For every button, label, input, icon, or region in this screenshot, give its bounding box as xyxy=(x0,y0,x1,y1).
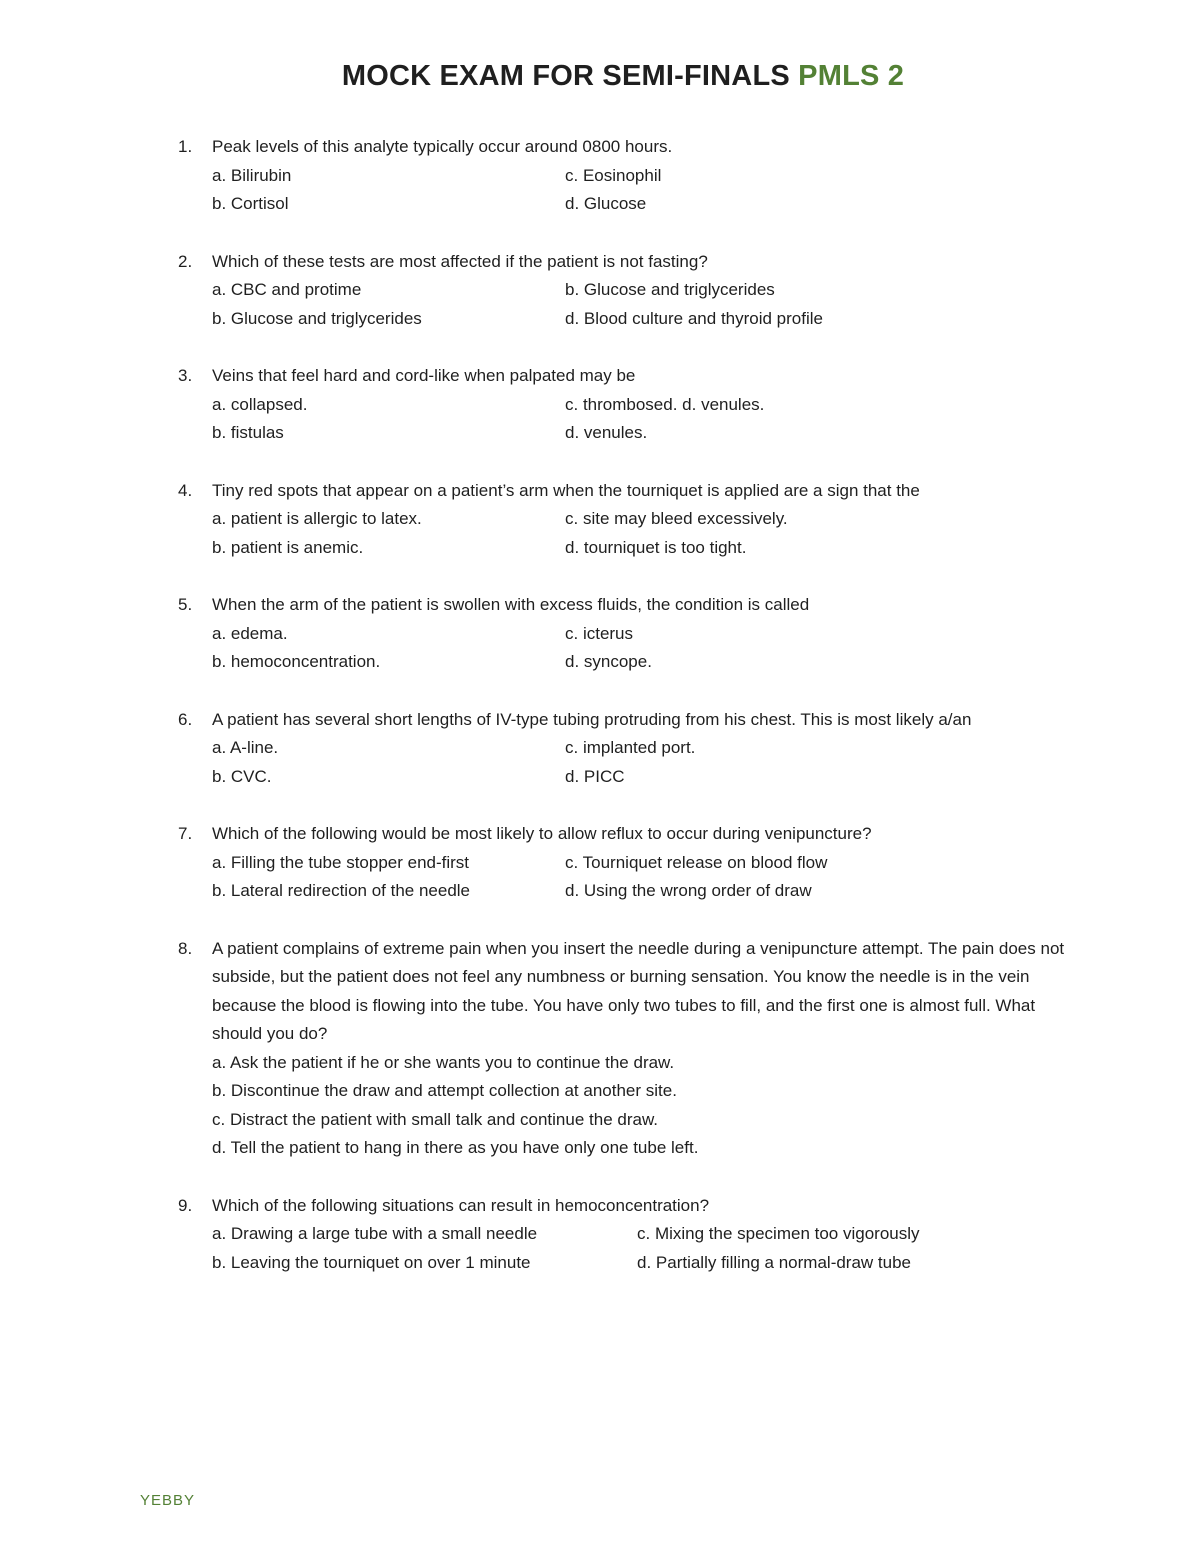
question-row xyxy=(178,706,1068,792)
option-row xyxy=(212,162,1068,191)
question-row xyxy=(178,248,1068,334)
option-right: c. implanted port. xyxy=(565,738,696,757)
option-right: d. Blood culture and thyroid profile xyxy=(565,308,823,328)
question-row xyxy=(178,820,1068,906)
option-left: b. CVC. xyxy=(212,766,272,786)
option-row xyxy=(212,1077,1068,1106)
question-number: 7. xyxy=(178,824,193,843)
option-left: a. Bilirubin xyxy=(212,165,292,185)
option-row xyxy=(212,1134,1068,1163)
option-right: b. Glucose and triglycerides xyxy=(565,280,775,299)
question-row xyxy=(178,935,1068,1163)
option-full: a. Ask the patient if he or she wants you to continue the draw. xyxy=(212,1052,675,1072)
option-right: c. thrombosed. d. venules. xyxy=(565,394,765,414)
question-text: Veins that feel hard and cord-like when palpated may be xyxy=(212,366,636,385)
question-options xyxy=(212,1049,1068,1163)
page-title-main: MOCK EXAM FOR SEMI-FINALS xyxy=(341,60,799,92)
question-body xyxy=(212,820,1068,906)
question-text: When the arm of the patient is swollen with excess fluids, the condition is called xyxy=(212,595,810,614)
question-row xyxy=(178,133,1068,219)
question-body xyxy=(212,477,1068,563)
option-row xyxy=(212,620,1068,649)
option-left: a. edema. xyxy=(212,623,288,643)
question-number: 9. xyxy=(178,1195,193,1215)
question-row xyxy=(178,591,1068,677)
option-row xyxy=(212,648,1068,677)
option-left: b. Lateral redirection of the needle xyxy=(212,881,471,900)
option-full: c. Distract the patient with small talk and continue the draw. xyxy=(212,1109,659,1129)
option-row xyxy=(212,734,1068,763)
question-options xyxy=(212,849,1068,906)
option-right: d. Using the wrong order of draw xyxy=(565,881,812,900)
option-left: a. patient is allergic to latex. xyxy=(212,509,422,528)
question-options xyxy=(212,620,1068,677)
option-row xyxy=(212,1220,1068,1249)
question-options xyxy=(212,391,1068,448)
question-item xyxy=(178,591,1068,677)
question-item xyxy=(178,935,1068,1163)
question-text: Which of these tests are most affected if the patient is not fasting? xyxy=(212,251,708,271)
question-row xyxy=(178,362,1068,448)
option-row xyxy=(212,419,1068,448)
question-number: 6. xyxy=(178,709,193,729)
question-number: 2. xyxy=(178,251,193,271)
question-body xyxy=(212,591,1068,677)
question-body xyxy=(212,362,1068,448)
option-left: a. A-line. xyxy=(212,738,279,757)
option-right: d. Glucose xyxy=(565,194,647,213)
question-number: 1. xyxy=(178,137,193,156)
question-options xyxy=(212,1220,1068,1277)
question-item xyxy=(178,477,1068,563)
option-right: c. icterus xyxy=(565,623,634,643)
page-title xyxy=(178,60,1068,93)
option-row xyxy=(212,305,1068,334)
question-body xyxy=(212,248,1068,334)
option-row xyxy=(212,534,1068,563)
option-row xyxy=(212,505,1068,534)
question-item xyxy=(178,820,1068,906)
question-item xyxy=(178,706,1068,792)
question-options xyxy=(212,505,1068,562)
question-number: 5. xyxy=(178,595,193,614)
option-right: c. Mixing the specimen too vigorously xyxy=(637,1224,920,1243)
question-body xyxy=(212,133,1068,219)
option-left: b. fistulas xyxy=(212,423,284,442)
option-right: c. site may bleed excessively. xyxy=(565,509,788,528)
option-left: a. Filling the tube stopper end-first xyxy=(212,852,470,872)
option-left: b. Glucose and triglycerides xyxy=(212,308,422,328)
option-right: d. PICC xyxy=(565,766,625,786)
option-full: b. Discontinue the draw and attempt collection at another site. xyxy=(212,1081,677,1100)
question-item xyxy=(178,1192,1068,1278)
option-row xyxy=(212,1049,1068,1078)
option-left: b. Leaving the tourniquet on over 1 minute xyxy=(212,1252,531,1272)
option-row xyxy=(212,276,1068,305)
question-options xyxy=(212,734,1068,791)
option-right: c. Eosinophil xyxy=(565,165,662,185)
option-right: d. Partially filling a normal-draw tube xyxy=(637,1252,912,1272)
option-left: b. patient is anemic. xyxy=(212,537,364,557)
option-row xyxy=(212,763,1068,792)
option-row xyxy=(212,1249,1068,1278)
option-full: d. Tell the patient to hang in there as you have only one tube left. xyxy=(212,1138,699,1157)
question-options xyxy=(212,162,1068,219)
question-item xyxy=(178,362,1068,448)
question-text: A patient has several short lengths of IV-type tubing protruding from his chest. This is most likely a/an xyxy=(212,709,972,729)
option-left: a. Drawing a large tube with a small needle xyxy=(212,1224,538,1243)
question-text: Tiny red spots that appear on a patient’s arm when the tourniquet is applied are a sign that the xyxy=(212,480,920,500)
page-title-accent: PMLS 2 xyxy=(798,60,905,92)
question-number: 4. xyxy=(178,480,193,500)
footer-signature: YEBBY xyxy=(140,1492,196,1509)
question-text: Peak levels of this analyte typically occur around 0800 hours. xyxy=(212,137,673,156)
option-row xyxy=(212,1106,1068,1135)
option-left: b. hemoconcentration. xyxy=(212,652,381,671)
option-row xyxy=(212,190,1068,219)
question-list xyxy=(178,133,1068,1277)
question-options xyxy=(212,276,1068,333)
option-left: a. collapsed. xyxy=(212,394,308,414)
option-right: c. Tourniquet release on blood flow xyxy=(565,852,828,872)
option-right: d. venules. xyxy=(565,423,648,442)
question-row xyxy=(178,477,1068,563)
option-row xyxy=(212,391,1068,420)
question-item xyxy=(178,248,1068,334)
question-body xyxy=(212,1192,1068,1278)
question-text: Which of the following situations can result in hemoconcentration? xyxy=(212,1195,710,1215)
question-row xyxy=(178,1192,1068,1278)
option-row xyxy=(212,849,1068,878)
question-number: 3. xyxy=(178,366,193,385)
question-text: Which of the following would be most likely to allow reflux to occur during venipuncture? xyxy=(212,824,872,843)
option-right: d. tourniquet is too tight. xyxy=(565,537,747,557)
option-row xyxy=(212,877,1068,906)
question-body xyxy=(212,935,1068,1163)
option-right: d. syncope. xyxy=(565,652,652,671)
question-number: 8. xyxy=(178,938,193,958)
question-text: A patient complains of extreme pain when you insert the needle during a venipuncture attempt. The pain does not subside, but the patient does not feel any numbness or burning sensation. You know the needle is in the vein because the blood is flowing into the tube. You have only two tubes to fill, and the first one is almost full. What should you do? xyxy=(212,938,1065,1043)
option-left: b. Cortisol xyxy=(212,194,289,213)
question-body xyxy=(212,706,1068,792)
option-left: a. CBC and protime xyxy=(212,280,362,299)
question-item xyxy=(178,133,1068,219)
